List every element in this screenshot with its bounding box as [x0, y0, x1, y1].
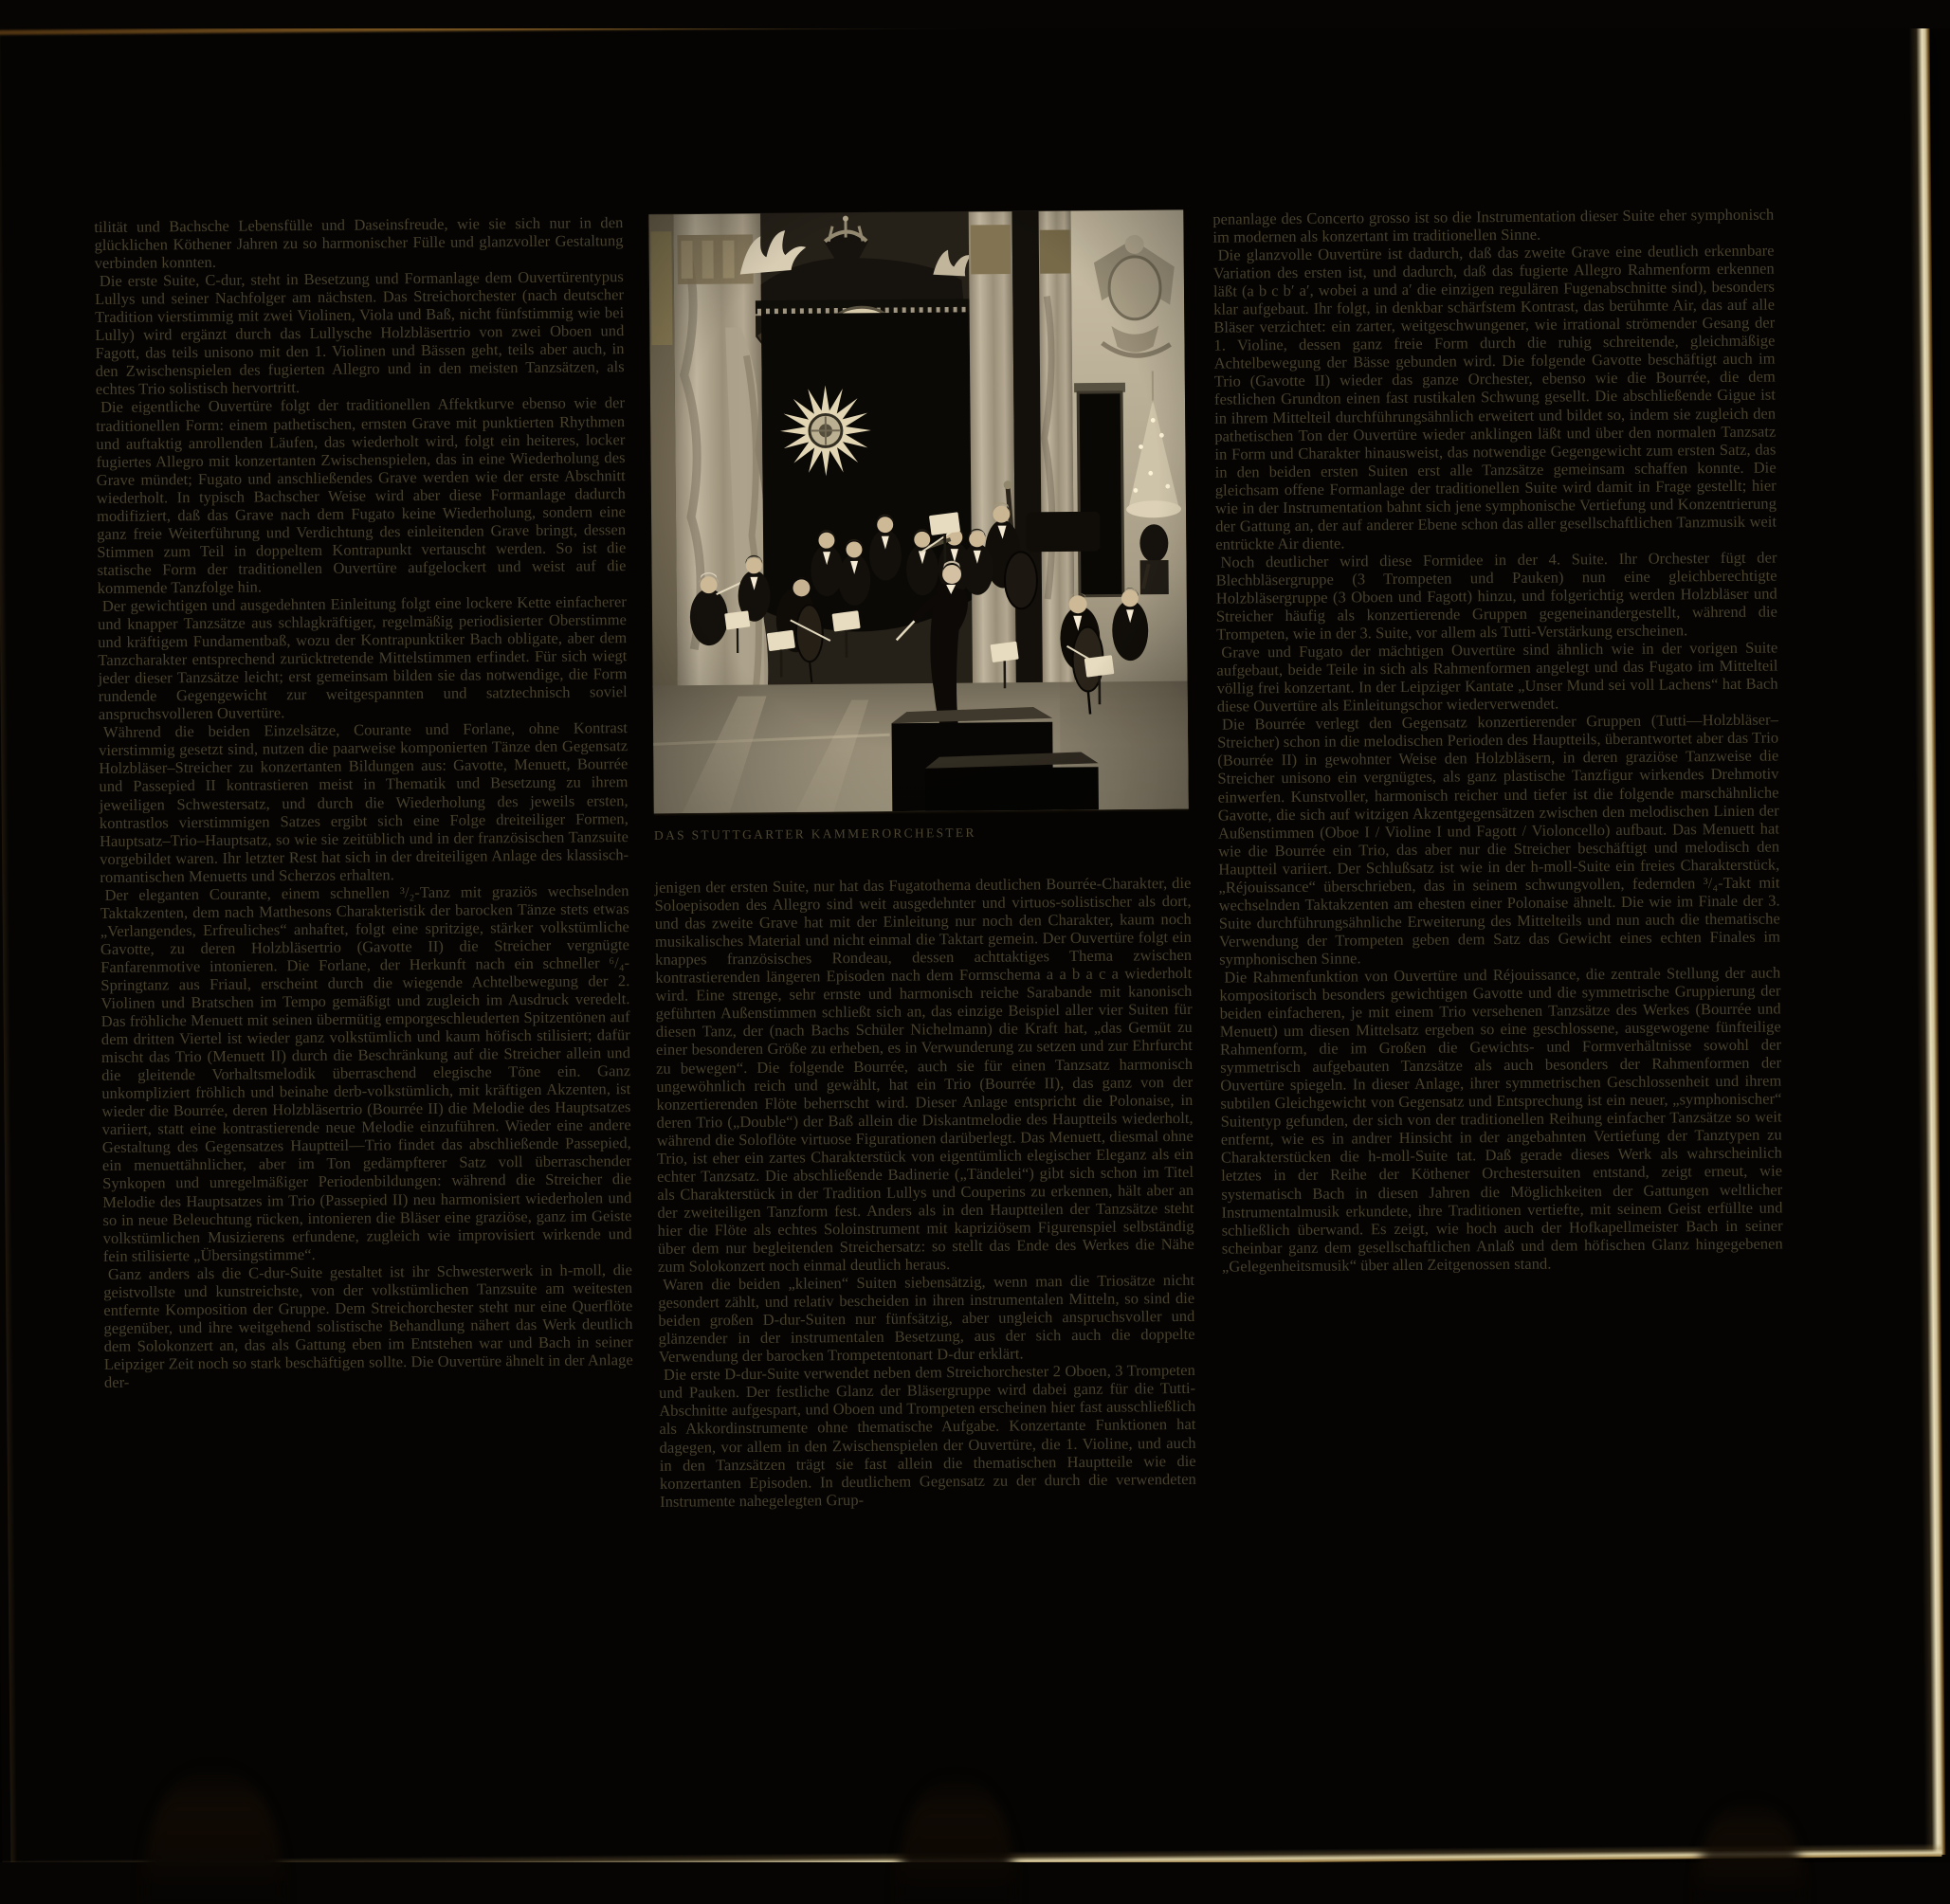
left-text-column — [94, 213, 633, 1391]
middle-text-block — [654, 874, 1196, 1511]
text-paragraph: Die glanzvolle Ouvertüre ist dadurch, daß das zweite Grave eine deutlich erkennbare Variation des ersten ist, und dadurch, daß das fugierte Allegro Rahmenform erkennen läßt (a b c b′ a′, wobei a und a′ die einzigen regulären Fugenabschnitte sind), besonders klar aufgebaut. Ihr folgt, in denkbar schärfstem Kontrast, das berühmte Air, das auf alle Bläser verzichtet: ein zarter, weitgeschwungener, wie irrational strömender Gesang der 1. Violine, dessen ganz freie Form durch die ruhig schreitende, gleichmäßige Achtelbewegung der Bässe gebunden wird. Die folgende Gavotte beschäftigt auch im Trio (Gavotte II) wieder das ganze Orchester, ebenso wie die Bourrée, die dem festlichen Grundton einen fast rustikalen Schwung gesellt. Die abschließende Gigue ist in ihrem Mittelteil durchführungsähnlich erweitert und bildet so, indem sie zugleich den pathetischen Ton der Ouvertüre wieder anklingen läßt und über den normalen Tanzsatz in Form und Charakter hinausweist, das notwendige Gegengewicht zum ersten Satz, das in den beiden ersten Suiten erst alle Tanzsätze gemeinsam schaffen konnte. Die gleichsam offene Formanlage der traditionellen Suite wird damit in Frage gestellt; hier wie in der Instrumentation bahnt sich jene symphonische Vertiefung und Konzentrierung der Gattung an, der auf anderer Ebene schon das aller gesellschaftlichen Tanzmusik weit entrückte Air diente. — [1212, 241, 1777, 553]
text-paragraph: Der gewichtigen und ausgedehnten Einleitung folgt eine lockere Kette einfacherer und knapper Tanzsätze aus schlagkräftiger, regelmäßig periodisierter Oberstimme und kräftigem Fundamentbaß, wozu der Kontrapunktiker Bach obligate, aber dem Tanzcharakter entsprechend zurücktretende Mittelstimmen erfindet. Für sich wiegt jeder dieser Tanzsätze leicht; erst gemeinsam bilden sie das notwendige, die Form rundende Gegengewicht zur weitgespannten und satztechnisch soviel anspruchsvolleren Ouvertüre. — [97, 592, 628, 724]
record-sleeve-back — [0, 16, 1941, 1872]
text-paragraph: Die eigentliche Ouvertüre folgt der traditionellen Affektkurve ebenso wie der traditionellen Form: einem pathetischen, ernsten Grave mit punktierten Rhythmen und auftaktig anrollenden Läufen, das wiederholt wird, folgt ein heiteres, locker fugiertes Allegro mit konzertanten Zwischenspielen, das in eine Wiederholung des Grave mündet; Fugato und anschließendes Grave werden wie der erste Abschnitt wiederholt. In typisch Bachscher Weise wird aber diese Formanlage dadurch modifiziert, daß das Grave nach dem Fugato keine Wiederholung, sondern eine ganz freie Weiterführung und Verdichtung des einleitenden Grave bringt, dessen Stimmen zum Teil in doppeltem Kontrapunkt vertauscht werden. So ist die statische Form der traditionellen Ouvertüre aufgelockert und weist auf die kommende Tanzfolge hin. — [96, 393, 627, 597]
text-paragraph: jenigen der ersten Suite, nur hat das Fugatothema deutlichen Bourrée-Charakter, die Soloepisoden des Allegro sind weit ausgedehnter und virtuos-solistischer als dort, und das zweite Grave hat mit der Einleitung nur noch den Charakter, kaum noch musikalisches Material und nicht einmal die Taktart gemein. Der Ouvertüre folgt ein knappes französisches Rondeau, dessen achttaktiges Thema zwischen kontrastierenden längeren Episoden nach dem Formschema a a b a c a wiederholt wird. Eine strenge, sehr ernste und harmonisch reiche Sarabande mit kanonisch geführten Außenstimmen schließt sich an, das einzige Beispiel aller vier Suiten für diesen Tanz, der (nach Bachs Schüler Nichelmann) die Kraft hat, „das Gemüt zu einer besonderen Größe zu erheben, es in Verwunderung zu setzen und zur Ehrfurcht zu bewegen“. Die folgende Bourrée, auch sie für einen Tanzsatz harmonisch ungewöhnlich reich und gewählt, hat ein Trio (Bourrée II), das ganz von der konzertierenden Flöte beherrscht wird. Dieser Anlage entspricht die Polonaise, in deren Trio („Double“) der Baß allein die Diskantmelodie des Hauptteils wiederholt, während die Soloflöte virtuose Figurationen darüberlegt. Das Menuett, diesmal ohne Trio, ist eher ein zartes Charakterstück von eigentümlich elegischer Eleganz als ein echter Tanzsatz. Die abschließende Badinerie („Tändelei“) gibt sich schon im Titel als Charakterstück in der Tradition Lullys und Couperins zu erkennen, hält aber an der zweiteiligen Tanzform fest. Anders als in den Hauptteilen der Tanzsätze steht hier die Flöte als echtes Soloinstrument mit kapriziösem Figurenspiel selbständig über dem nur begleitenden Streichersatz: so stellt das Ende des Werkes die Nähe zum Solokonzert noch einmal deutlich heraus. — [654, 873, 1194, 1276]
text-paragraph: Die Bourrée verlegt den Gegensatz konzertierender Gruppen (Tutti—Holzbläser–Streicher) schon in die melodischen Perioden des Hauptteils, überantwortet aber das Trio (Bourrée II) in gewohnter Weise den Holzbläsern, in deren graziöse Tanzweise die Streicher unisono ein vergnügtes, als ganz plastische Tanzfigur wirkendes Drehmotiv einwerfen. Kunstvoller, harmonisch reicher und tiefer ist die folgende marschähnliche Gavotte, die sich auf witzigen Akzentgegensätzen zwischen den melodischen Linien der Außenstimmen (Oboe I / Violine I und Fagott / Violoncello) aufbaut. Das Menuett hat wie die Bourrée ein Trio, das aber nur die Streicher beschäftigt und melodisch den Hauptteil variiert. Der Schlußsatz ist wie in der h-moll-Suite ein freies Charakterstück, „Réjouissance“ überschrieben, das in seinem schwungvollen, federnden ³/₄-Takt mit wechselnden Taktakzenten am ehesten einer Polonaise ähnelt. Die wie im Finale der 3. Suite durchführungsähnliche Erweiterung des Mittelteils und nun auch die thematische Verwendung der Trompeten geben dem Satz das Gewicht eines echten Finales im symphonischen Sinne. — [1217, 710, 1781, 969]
text-paragraph: Ganz anders als die C-dur-Suite gestaltet ist ihr Schwesterwerk in h-moll, die geistvollste und kunstreichste, von der volkstümlichen Tanzsuite am weitesten entfernte Komposition der Gruppe. Dem Streichorchester steht nur eine Querflöte gegenüber, und ihre weitgehend solistische Behandlung nähert das Werk deutlich dem Solokonzert an, das als Gattung eben im Entstehen war und Bach in seiner Leipziger Zeit noch so stark beschäftigen sollte. Die Ouvertüre ähnelt in der Anlage der- — [103, 1260, 633, 1391]
text-paragraph: Die Rahmenfunktion von Ouvertüre und Réjouissance, die zentrale Stellung der auch kompositorisch besonders gewichtigen Gavotte und die symmetrische Gruppierung der beiden einfacheren, je mit einem Trio versehenen Tanzsätze des Werkes (Bourrée und Menuett) um diesen Mittelsatz ergeben so eine geschlossene, ausgewogene fünfteilige Rahmenform, die im Großen die Gewichts- und Formverhältnisse sowohl der symmetrisch aufgebauten Tanzsätze als auch besonders der Rahmenformen der Ouvertüre spiegeln. In dieser Anlage, ihrer symmetrischen Geschlossenheit und ihrem subtilen Gleichgewicht von Gegensatz und Entsprechung ist ein neuer, „symphonischer“ Suitentyp gefunden, der sich von der traditionellen Reihung einfacher Tanzsätze so weit entfernt, wie es in andrer Hinsicht in der angebahnten Vertiefung der Tanztypen zu Charakterstücken die h-moll-Suite tat. Daß gerade dieses Werk als wahrscheinlich letztes in der Reihe der Köthener Orchestersuiten entstand, zeigt erneut, wie systematisch Bach in diesen Jahren die Möglichkeiten der Gattungen weltlicher Instrumentalmusik erkundete, ihre Traditionen vertiefte, mit seinem Geist erfüllte und schließlich überwand. Es zeigt, wie hoch auch der Hofkapellmeister Bach in seiner scheinbar ganz dem gesellschaftlichen Anlaß und dem höfischen Glanz hingegebenen „Gelegenheitsmusik“ über allen Zeitgenossen stand. — [1219, 963, 1783, 1276]
middle-column — [648, 209, 1196, 1511]
text-paragraph: Während die beiden Einzelsätze, Courante und Forlane, ohne Kontrast vierstimmig gesetzt sind, nutzen die paarweise komponierten Tänze den Gegensatz Holzbläser–Streicher zu konzertanten Bildungen aus: Gavotte, Menuett, Bourrée und Passepied II kontrastieren meist in Thematik und Besetzung zu ihrem jeweiligen Schwestersatz, und durch die Wiederholung des jeweils ersten, kontrastlos vierstimmigen Satzes ergibt sich eine Folge dreiteiliger Formen, Hauptsatz–Trio–Hauptsatz, so wie sie zeitüblich und in der französischen Tanzsuite vorgebildet waren. Ihr letzter Rest hat sich in der dreiteiligen Anlage des klassisch-romantischen Menuetts und Scherzos erhalten. — [99, 718, 629, 886]
right-text-column — [1212, 206, 1783, 1276]
text-paragraph: penanlage des Concerto grosso ist so die Instrumentation dieser Suite eher symphonisch im modernen als konzertant im traditionellen Sinne. — [1212, 205, 1775, 246]
orchestra-photo — [648, 209, 1189, 814]
text-paragraph: Die erste D-dur-Suite verwendet neben dem Streichorchester 2 Oboen, 3 Trompeten und Pauken. Der festliche Glanz der Bläsergruppe wird dabei ganz für die Tutti-Abschnitte aufgespart, und Oboen und Trompeten erscheinen hier fast ausschließlich als Akkordinstrumente ohne thematische Aufgabe. Konzertante Funktionen hat dagegen, vor allem in den Zwischenspielen der Ouvertüre, die 1. Violine, und auch in den Tanzsätzen trägt sie fast allein die thematischen Hauptteile wie die konzertanten Episoden. In deutlichem Gegensatz zu der durch die verwendeten Instrumente nahegelegten Grup- — [659, 1361, 1197, 1511]
text-paragraph: Noch deutlicher wird diese Formidee in der 4. Suite. Ihr Orchester fügt der Blechbläsergruppe (3 Trompeten und Pauken) nun eine gleichberechtigte Holzbläsergruppe (3 Oboen und Fagott) hinzu, und folgerichtig werden Holzbläser und Streicher häufig als konzertierende Gruppen gegeneinandergestellt, während die Trompeten, wie in der 3. Suite, vor allem als Tutti-Verstärkung erscheinen. — [1215, 548, 1778, 644]
text-paragraph: Grave und Fugato der mächtigen Ouvertüre sind ähnlich wie in der vorigen Suite aufgebaut, beide Teile in sich als Rahmenformen angelegt und das Fugato im Mittelteil völlig frei konzertant. In der Leipziger Kantate „Unser Mund sei voll Lachens“ hat Bach diese Ouvertüre als Einleitungschor wiederverwendet. — [1216, 638, 1778, 716]
text-paragraph: tilität und Bachsche Lebensfülle und Daseinsfreude, wie sie sich nur in den glücklichen Köthener Jahren zu so harmonischer Fülle und glanzvoller Gestaltung verbinden konnten. — [94, 213, 624, 273]
background-top-band — [0, 0, 1950, 28]
text-paragraph: Die erste Suite, C-dur, steht in Besetzung und Formanlage dem Ouvertürentypus Lullys und seiner Nachfolger am nächsten. Das Streichorchester (nach deutscher Tradition vierstimmig mit zwei Violinen, Viola und Baß, nicht fünfstimmig wie bei Lully) wird ergänzt durch das Lullysche Holzbläsertrio von zwei Oboen und Fagott, das teils unisono mit den 1. Violinen und Bässen geht, teils aber auch, in den Zwischenspielen des fugierten Allegro und in den meisten Tanzsätzen, als echtes Trio solistisch hervortritt. — [94, 267, 625, 399]
text-paragraph: Der eleganten Courante, einem schnellen ³/₂-Tanz mit graziös wechselnden Taktakzenten, dem nach Matthesons Charakteristik der barocken Tänze stets etwas „Verlangendes, Erfreuliches“ anhaftet, folgt eine spritzige, stärker volkstümliche Gavotte, zu deren Holzbläsertrio (Gavotte II) die Streicher vergnügte Fanfarenmotive intonieren. Die Forlane, der Herkunft nach ein schneller ⁶/₄-Springtanz aus Friaul, erscheint durch die wiegende Achtelbewegung der 2. Violinen und Bratschen im Tempo gemäßigt und zugleich im Ausdruck veredelt. Das fröhliche Menuett mit seinen übermütig emporgeschleuderten Spitzentönen auf dem dritten Viertel ist wieder ganz volkstümlich und kaum höfisch stilisiert; dafür mischt das Trio (Menuett II) durch die Beschränkung auf die Streicher allein und die gleitende Vorhaltsmelodik überraschend elegische Töne ein. Ganz unkompliziert fröhlich und beinahe derb-volkstümlich, mit kräftigen Akzenten, ist wieder die Bourrée, deren Holzbläsertrio (Bourrée II) die Melodie des Hauptsatzes variiert, statt eine kontrastierende neue Melodie einzuführen. Wieder eine andere Gestaltung des Gegensatzes Hauptteil—Trio findet das abschließende Passepied, ein menuettähnlicher, aber im Ton gedämpfterer Satz voll überraschender Synkopen und unregelmäßiger Periodenbildungen: während die Streicher die Melodie des Hauptsatzes im Trio (Passepied II) neu harmonisiert wiederholen und so in neue Beleuchtung rücken, intonieren die Bläser eine graziöse, ganz im Geiste volkstümlichen Musizierens erfundene, zugleich wie improvisiert wirkende und fein stilisierte „Übersingstimme“. — [100, 880, 632, 1265]
sleeve-right-edge — [1908, 16, 1945, 1855]
sleeve-left-crease — [0, 33, 18, 1872]
photo-caption: DAS STUTTGARTER KAMMERORCHESTER — [653, 825, 976, 843]
text-paragraph: Waren die beiden „kleinen“ Suiten siebensätzig, wenn man die Triosätze nicht gesondert zählt, und relativ bescheiden in ihren instrumentalen Mitteln, so sind die beiden großen D-dur-Suiten nur fünfsätzig, aber ungleich anspruchsvoller und glänzender in der instrumentalen Besetzung, aus der sich auch die doppelte Verwendung der barocken Trompetentonart D-dur erklärt. — [658, 1270, 1195, 1367]
